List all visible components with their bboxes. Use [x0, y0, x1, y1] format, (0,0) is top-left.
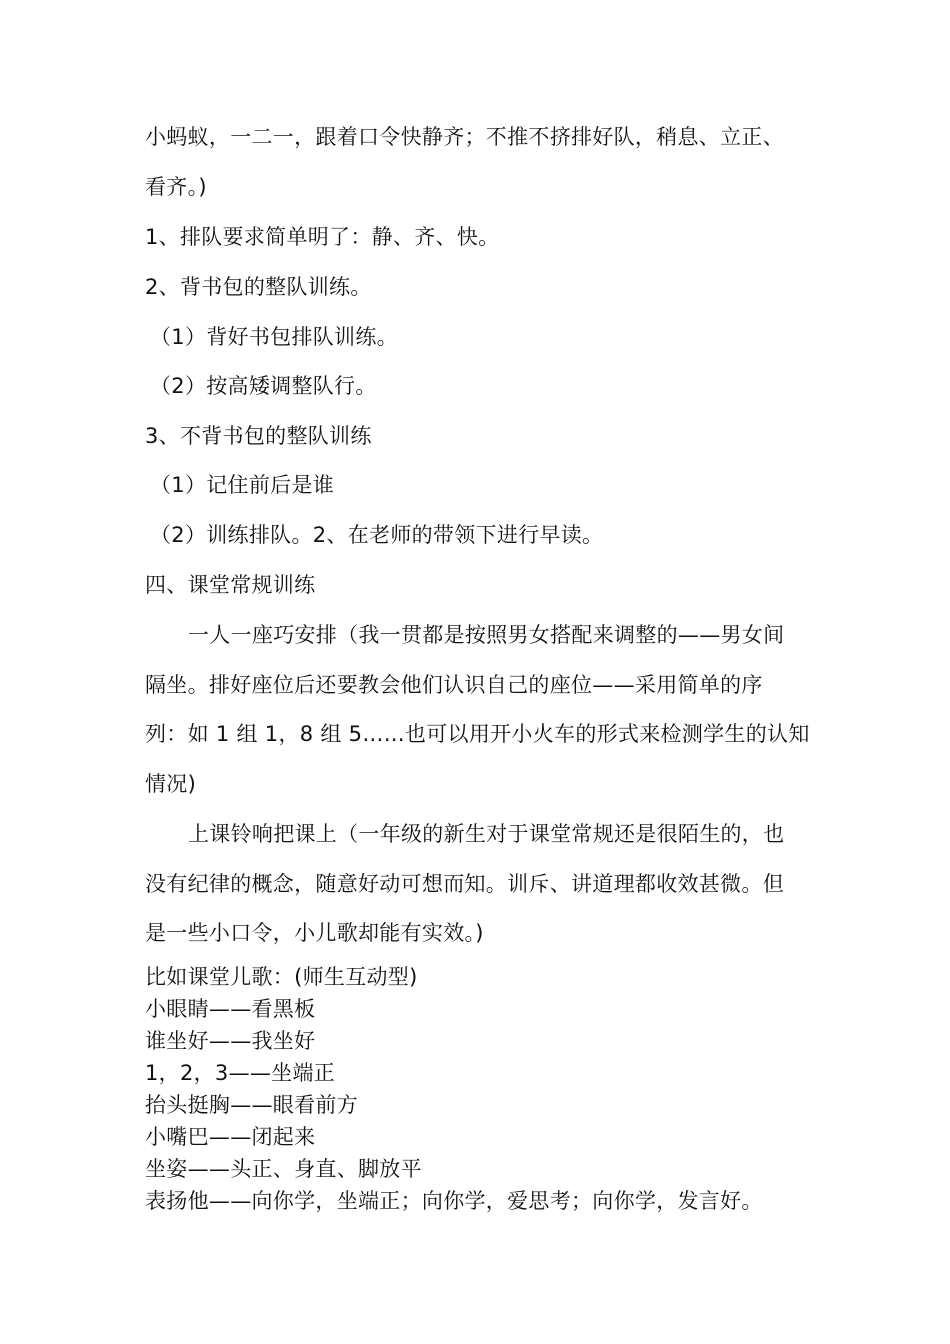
song-line: 小嘴巴——闭起来 [145, 1125, 316, 1149]
list-item: 2、背书包的整队训练。 [145, 275, 372, 299]
paragraph-line: 情况) [145, 772, 197, 796]
paragraph-line: 是一些小口令，小儿歌却能有实效。) [145, 921, 484, 945]
paragraph-line: 列：如 1 组 1，8 组 5……也可以用开小火车的形式来检测学生的认知 [145, 722, 810, 746]
paragraph-line: 没有纪律的概念，随意好动可想而知。训斥、讲道理都收效甚微。但 [145, 872, 784, 896]
song-line: 比如课堂儿歌：(师生互动型) [145, 965, 418, 989]
song-line: 谁坐好——我坐好 [145, 1029, 316, 1053]
song-line: 表扬他——向你学，坐端正；向你学，爱思考；向你学，发言好。 [145, 1189, 763, 1213]
list-item: 1、排队要求简单明了：静、齐、快。 [145, 225, 500, 249]
section-heading: 四、课堂常规训练 [145, 573, 316, 597]
song-line: 1，2，3——坐端正 [145, 1061, 336, 1085]
sub-list-item: （2）按高矮调整队行。 [150, 374, 377, 398]
paragraph-line: 看齐。) [145, 175, 207, 199]
sub-list-item: （1）记住前后是谁 [150, 473, 335, 497]
sub-list-item: （2）训练排队。2、在老师的带领下进行早读。 [150, 523, 604, 547]
paragraph-line: 隔坐。排好座位后还要教会他们认识自己的座位——采用简单的序 [145, 673, 763, 697]
song-line: 抬头挺胸——眼看前方 [145, 1093, 358, 1117]
paragraph-line: 一人一座巧安排（我一贯都是按照男女搭配来调整的——男女间 [188, 623, 785, 647]
list-item: 3、不背书包的整队训练 [145, 424, 372, 448]
paragraph-line: 小蚂蚁，一二一，跟着口令快静齐；不推不挤排好队，稍息、立正、 [145, 125, 784, 149]
paragraph-line: 上课铃响把课上（一年级的新生对于课堂常规还是很陌生的，也 [188, 822, 785, 846]
sub-list-item: （1）背好书包排队训练。 [150, 325, 398, 349]
song-line: 小眼睛——看黑板 [145, 997, 316, 1021]
song-line: 坐姿——头正、身直、脚放平 [145, 1157, 422, 1181]
